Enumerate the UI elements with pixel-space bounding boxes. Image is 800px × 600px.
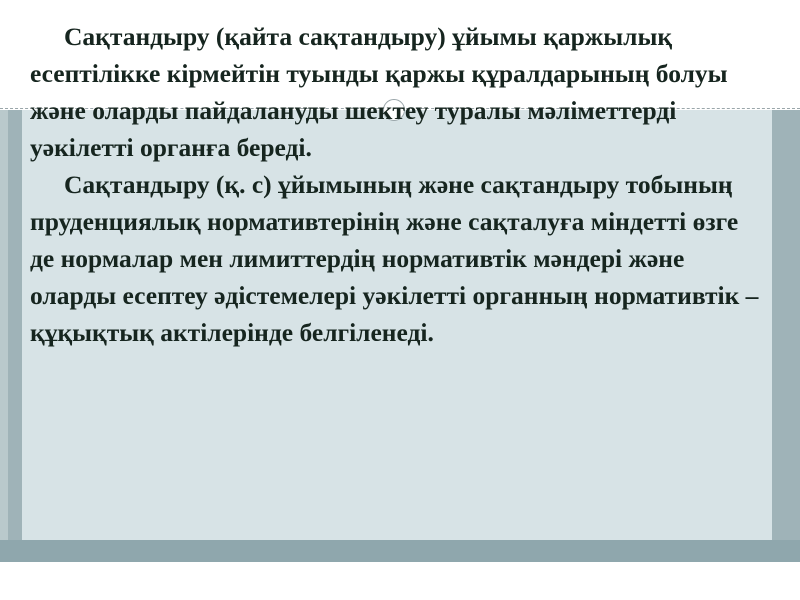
bottom-white-band	[0, 562, 800, 600]
right-accent-band	[772, 110, 800, 562]
bottom-accent-band	[0, 540, 800, 562]
left-accent-band-inner	[0, 110, 8, 562]
paragraph-2: Сақтандыру (қ. с) ұйымының және сақтандыру тобының пруденциялық нормативтерінің және сақталуға міндетті өзге де нормалар мен лимиттердің нормативтік мәндері және оларды есептеу әдістемелері уәкілетті органның нормативтік – құқықтық актілерінде белгіленеді.	[30, 170, 759, 347]
paragraph-1: Сақтандыру (қайта сақтандыру) ұйымы қаржылық есептілікке кірмейтін туынды қаржы құралдарының болуы және оларды пайдалануды шектеу туралы мәліметтерді уәкілетті органға береді.	[30, 22, 728, 162]
slide-text-body	[30, 18, 760, 351]
